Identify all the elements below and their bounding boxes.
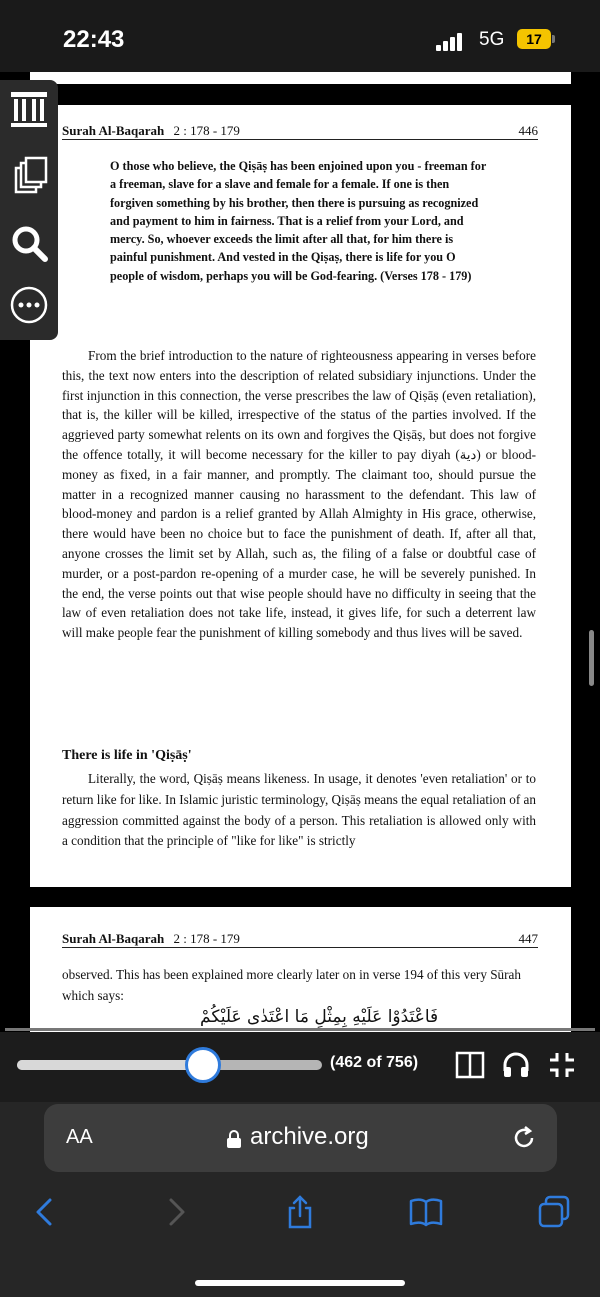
surah-name: Surah Al-Baqarah: [62, 931, 165, 946]
battery-cap: [552, 35, 555, 43]
divider: [5, 1028, 595, 1031]
page-header: [62, 931, 538, 948]
verse-range: 2 : 178 - 179: [173, 931, 240, 946]
reload-icon[interactable]: [510, 1124, 538, 1157]
verse-range: 2 : 178 - 179: [173, 123, 240, 138]
single-page-view-icon[interactable]: [454, 1049, 486, 1081]
archive-logo-icon[interactable]: [8, 88, 50, 130]
battery-icon: 17: [517, 29, 551, 49]
bookmarks-icon[interactable]: [408, 1194, 444, 1230]
section-heading: There is life in 'Qiṣāṣ': [62, 748, 192, 763]
commentary-paragraph: [62, 346, 536, 643]
browser-toolbar: [0, 1102, 600, 1297]
forward-icon[interactable]: [158, 1194, 194, 1230]
reader-side-toolbar: [0, 80, 58, 340]
home-indicator: [195, 1280, 405, 1286]
page-counter: (462 of 756): [330, 1054, 419, 1071]
network-type: 5G: [479, 29, 505, 50]
reader-navigation-bar: [0, 1032, 600, 1102]
book-reader[interactable]: [0, 72, 600, 1032]
search-icon[interactable]: [8, 222, 50, 264]
arabic-verse: فَاعْتَدُوْا عَلَيْهِ بِمِثْلِ مَا اعْتَدٰى عَلَيْكُمْ: [200, 1007, 439, 1027]
verse-translation: O those who believe, the Qiṣāṣ has been enjoined upon you - freeman for a freeman, slave for a slave and female for a female. If one is then forgiven something by his brother, then there is pursuing as recognized and payment to him in fairness. That is a relief from your Lord, and mercy. So, whoever exceeds the limit after all that, for him there is painful punishment. And vested in the Qiṣaṣ, there is life for you O people of wisdom, perhaps you will be God-fearing. (Verses 178 - 179): [110, 159, 487, 283]
page-header: [62, 123, 538, 140]
lock-icon: [226, 1129, 242, 1154]
address-bar[interactable]: [44, 1104, 557, 1172]
page-number: 447: [518, 931, 538, 946]
page-text: observed. This has been explained more clearly later on in verse 194 of this very Sūrah which says:: [62, 967, 521, 1003]
status-bar: [0, 0, 600, 72]
page-slider-fill: [17, 1060, 203, 1070]
scroll-indicator[interactable]: [589, 630, 594, 686]
section-paragraph: Literally, the word, Qiṣāṣ means likeness. In usage, it denotes 'even retaliation' or to return like for like. In Islamic juristic terminology, Qiṣāṣ means the equal retaliation of an aggression committed against the body of a person. This retaliation is allowed only with a condition that the principle of "like for like" is strictly: [62, 771, 536, 849]
copy-pages-icon[interactable]: [8, 156, 50, 198]
surah-name: Surah Al-Baqarah: [62, 123, 165, 138]
page-number: 446: [518, 123, 538, 138]
previous-page-edge: [30, 72, 571, 84]
clock: 22:43: [63, 26, 125, 53]
book-page-446: [30, 105, 571, 887]
back-icon[interactable]: [27, 1194, 63, 1230]
signal-icon: [436, 33, 464, 51]
tabs-icon[interactable]: [536, 1194, 572, 1230]
fullscreen-icon[interactable]: [546, 1049, 578, 1081]
page-slider-thumb[interactable]: [185, 1047, 221, 1083]
url-text[interactable]: archive.org: [250, 1123, 369, 1150]
more-options-icon[interactable]: [8, 284, 50, 326]
audio-headphones-icon[interactable]: [500, 1049, 532, 1081]
book-page-447: [30, 907, 571, 1032]
text-size-button[interactable]: AA: [66, 1126, 93, 1148]
share-icon[interactable]: [282, 1194, 318, 1230]
commentary-text: From the brief introduction to the nature of righteousness appearing in verses before this, the text now enters into the description of related subsidiary injunctions. Under the first injunction in this connection, the verse prescribes the law of Qiṣāṣ (even retaliation), that is, the killer will be killed, irrespective of the status of the parties involved. If the aggrieved party somewhat relents on its own and forgives the Qiṣāṣ, but does not forgive the offence totally, it will become necessary for the killer to pay diyah (دية) or blood-money as fixed, in a fair manner, and promptly. The claimant too, should pursue the matter in a recognized manner causing no harassment to the defendant. This law of blood-money and pardon is a relief granted by Allah Almighty in His grace, otherwise, there would have been no choice but to face the punishment of death. If, after all that, anyone crosses the limit set by Allah, such as, the filing of a false or doubtful case of murder, or a post-pardon re-opening of a murder case, he will be severely punished. In the end, the verse points out that wise people should have no difficulty in seeing that the law of even retaliation does not take life, instead, it gives life, for such a deterrent law will make people fear the punishment of killing somebody and thus lives will be saved.: [62, 348, 536, 641]
